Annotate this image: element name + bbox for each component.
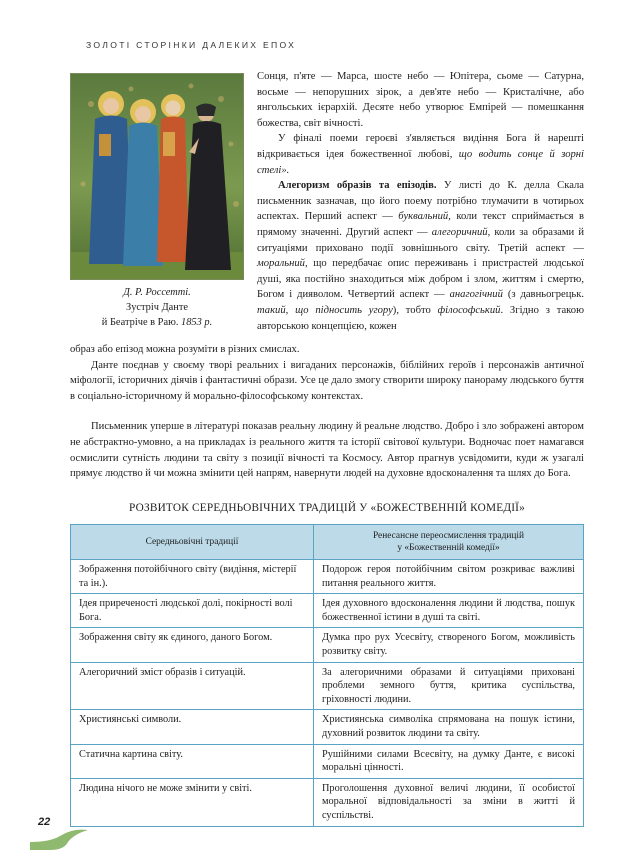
paragraph-heavens: Сонця, п'яте — Марса, шосте небо — Юпітера, сьоме — Сатурна, восьме — непорушних зірок, а дев'яте небо — Кристалічне, або янгольських ієрархій. Десяте небо утворює Емпірей — помешкання божества, світ вічності.	[257, 71, 584, 129]
table-row	[71, 628, 584, 662]
image-caption	[62, 285, 252, 330]
table-row	[71, 662, 584, 710]
allegory-text-3: , коли за образами й ситуаціями приховано події зовнішнього світу. Третій аспект —	[257, 226, 585, 254]
cell-renaissance: За алегоричними образами й ситуаціями приховані проблеми земного буття, критика суспільства, гріховності людини.	[314, 662, 584, 710]
table-row	[71, 710, 584, 744]
table-row	[71, 594, 584, 628]
term-greek-meaning: такий, що підносить угору	[257, 304, 393, 316]
caption-author: Д. Р. Россетті.	[123, 287, 191, 298]
cell-medieval: Християнські символи.	[71, 710, 314, 744]
cell-renaissance: Рушійними силами Всесвіту, на думку Данте, є високі моральні цінності.	[314, 744, 584, 778]
allegory-text-7: . Згідно з такою авторською концепцією, кожен	[257, 304, 584, 332]
allegory-text-6: ), тобто	[392, 304, 438, 316]
table-row	[71, 778, 584, 826]
allegory-text-1: У листі до К. делла Скала письменник зазначав, що його поему потрібно тлумачити в чотирьох аспектах. Перший аспект —	[257, 180, 584, 223]
table-row	[71, 744, 584, 778]
allegory-heading: Алегоризм образів та епізодів.	[278, 180, 437, 192]
term-anagogic: анагогічний	[449, 289, 503, 301]
caption-title-line2	[62, 315, 252, 330]
page-corner-decoration	[30, 828, 90, 850]
cell-medieval: Зображення потойбічного світу (видіння, містерії та ін.).	[71, 560, 314, 594]
table-header-row	[71, 525, 584, 560]
header-renaissance-line2: у «Божественній комедії»	[397, 543, 500, 553]
paragraph-allegory-tail: образ або епізод можна розуміти в різних смислах.	[70, 344, 300, 355]
cell-renaissance: Християнська символіка спрямована на пошук істини, духовний розвиток людини та світу.	[314, 710, 584, 744]
page-number: 22	[38, 816, 51, 828]
painting-illustration	[70, 73, 244, 280]
cell-medieval: Зображення світу як єдиного, даного Богом.	[71, 628, 314, 662]
header-renaissance-line1: Ренесансне переосмислення традицій	[372, 531, 525, 541]
cell-renaissance: Думка про рух Усесвіту, створеного Богом, можливість розвитку світу.	[314, 628, 584, 662]
right-column-text	[257, 69, 584, 334]
running-header: ЗОЛОТІ СТОРІНКИ ДАЛЕКИХ ЕПОХ	[86, 40, 297, 50]
paragraph-allegory	[257, 178, 584, 334]
term-literal: буквальний	[398, 211, 449, 223]
cell-medieval: Алегоричний зміст образів і ситуацій.	[71, 662, 314, 710]
header-medieval: Середньовічні традиції	[71, 525, 314, 560]
header-renaissance	[314, 525, 584, 560]
caption-title-rest: й Беатріче в Раю.	[101, 317, 182, 328]
term-allegorical: алегоричний	[431, 226, 488, 238]
cell-renaissance: Проголошення духовної величі людини, її особистої моральної відповідальності за зміни в житті й суспільстві.	[314, 778, 584, 826]
table-row	[71, 560, 584, 594]
cell-medieval: Ідея приреченості людської долі, покірності волі Бога.	[71, 594, 314, 628]
allegory-text-2: , коли текст сприймається в прямому значенні. Другий аспект —	[257, 211, 584, 238]
caption-year: 1853 р.	[181, 317, 213, 328]
allegory-text-4: , що передбачає опис переживань і пристрастей людської душі, яка постійно знаходиться між добром і злом, життям і смертю, Богом і дияволом. Четвертий аспект —	[257, 258, 584, 301]
caption-title: Зустріч Данте	[126, 302, 188, 313]
allegory-text-5: (з давньогрецьк.	[502, 289, 585, 301]
finale-quote: що водить сонце й зорні стелі».	[257, 148, 584, 176]
table-title: РОЗВИТОК СЕРЕДНЬОВІЧНИХ ТРАДИЦІЙ У «БОЖЕСТВЕННІЙ КОМЕДІЇ»	[129, 502, 525, 514]
term-philosophical: філософський	[437, 304, 501, 316]
paragraph-finale	[257, 131, 584, 178]
finale-text: У фіналі поеми героєві з'являється видіння Бога й нарешті відкривається ідея божественної любові,	[257, 133, 584, 160]
cell-medieval: Людина нічого не може змінити у світі.	[71, 778, 314, 826]
paragraph-humanity: Письменник уперше в літературі показав реальну людину й реальне людство. Добро і зло зображені автором не абстрактно-умовно, а на прикладах із реального життя та історії світової культури. Водночас поет намагався осмислити сутність людини та світу з позиції вічності та Космосу. Автор прагнув усвідомити, куди ж узагалі прямує людство й чи можна змінити цей напрям, навернути людей на духовне вдосконалення та шлях до Бога.	[70, 421, 584, 480]
term-moral: моральний	[257, 258, 305, 270]
paragraph-characters: Данте поєднав у своєму творі реальних і вигаданих персонажів, біблійних героїв і персонажів античної міфології, історичних діячів і фантастичні образи. Усе це дало змогу створити широку панораму людського буття в соціально-історичному й морально-філософському контекстах.	[70, 359, 584, 402]
traditions-table	[70, 524, 584, 827]
cell-medieval: Статична картина світу.	[71, 744, 314, 778]
cell-renaissance: Ідея духовного вдосконалення людини й людства, пошук божественної істини в душі та світі.	[314, 594, 584, 628]
cell-renaissance: Подорож героя потойбічним світом розкриває важливі питання реального життя.	[314, 560, 584, 594]
